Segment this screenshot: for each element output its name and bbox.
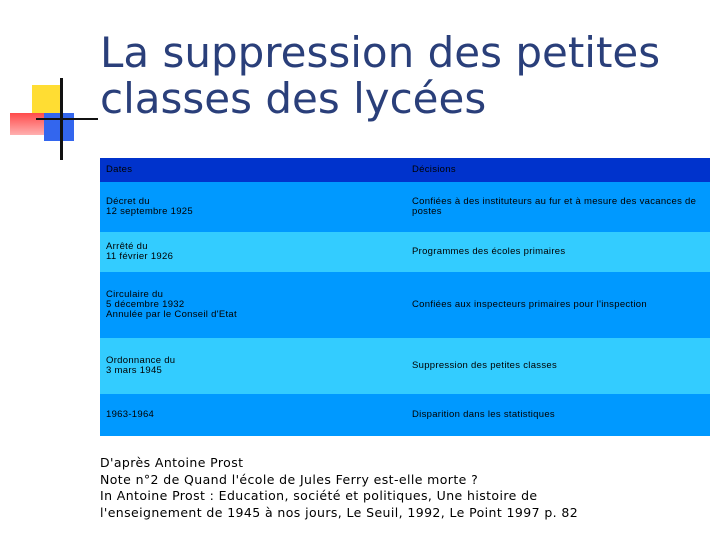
table-row xyxy=(100,272,710,338)
title-line-1: La suppression des petites xyxy=(100,28,661,77)
date-cell xyxy=(100,182,406,232)
date-cell xyxy=(100,232,406,272)
date-line: 1963-1964 xyxy=(106,409,155,420)
table-row xyxy=(100,232,710,272)
slide-title xyxy=(100,30,660,122)
decision-cell: Confiées à des instituteurs au fur et à mesure des vacances de postes xyxy=(412,196,697,217)
date-line: Annulée par le Conseil d'Etat xyxy=(106,309,237,320)
table-row xyxy=(100,394,710,436)
citation-line-3: In Antoine Prost : Education, société et politiques, Une histoire de xyxy=(100,488,538,503)
date-line: 12 septembre 1925 xyxy=(106,206,193,217)
slide-logo-decoration xyxy=(0,0,100,170)
logo-yellow-square xyxy=(32,85,60,113)
table-row xyxy=(100,338,710,394)
date-line: Ordonnance du xyxy=(106,355,176,366)
decision-cell: Confiées aux inspecteurs primaires pour l'inspection xyxy=(412,299,647,310)
date-cell xyxy=(100,272,406,338)
logo-horizontal-line xyxy=(36,118,98,120)
date-line: 11 février 1926 xyxy=(106,251,174,262)
date-line: Décret du xyxy=(106,196,150,207)
date-line: Circulaire du xyxy=(106,289,164,300)
citation-line-4: l'enseignement de 1945 à nos jours, Le Seuil, 1992, Le Point 1997 p. 82 xyxy=(100,504,579,520)
date-line: Arrêté du xyxy=(106,241,148,252)
decisions-table xyxy=(100,158,710,436)
decision-cell: Programmes des écoles primaires xyxy=(412,246,566,257)
title-line-2: classes des lycées xyxy=(100,74,487,123)
decision-cell: Suppression des petites classes xyxy=(412,360,558,371)
date-line: 5 décembre 1932 xyxy=(106,299,185,310)
decision-cell: Disparition dans les statistiques xyxy=(412,409,555,420)
table-header-row xyxy=(100,158,710,182)
logo-red-square xyxy=(10,113,44,135)
table-row xyxy=(100,182,710,232)
citation-line-1: D'après Antoine Prost xyxy=(100,455,244,470)
date-line: 3 mars 1945 xyxy=(106,365,163,376)
date-cell xyxy=(100,338,406,394)
citation-line-2: Note n°2 de Quand l'école de Jules Ferry est-elle morte ? xyxy=(100,471,479,487)
source-citation xyxy=(100,455,710,521)
header-decisions: Décisions xyxy=(412,164,456,175)
date-cell xyxy=(100,394,406,436)
header-dates: Dates xyxy=(106,164,133,175)
